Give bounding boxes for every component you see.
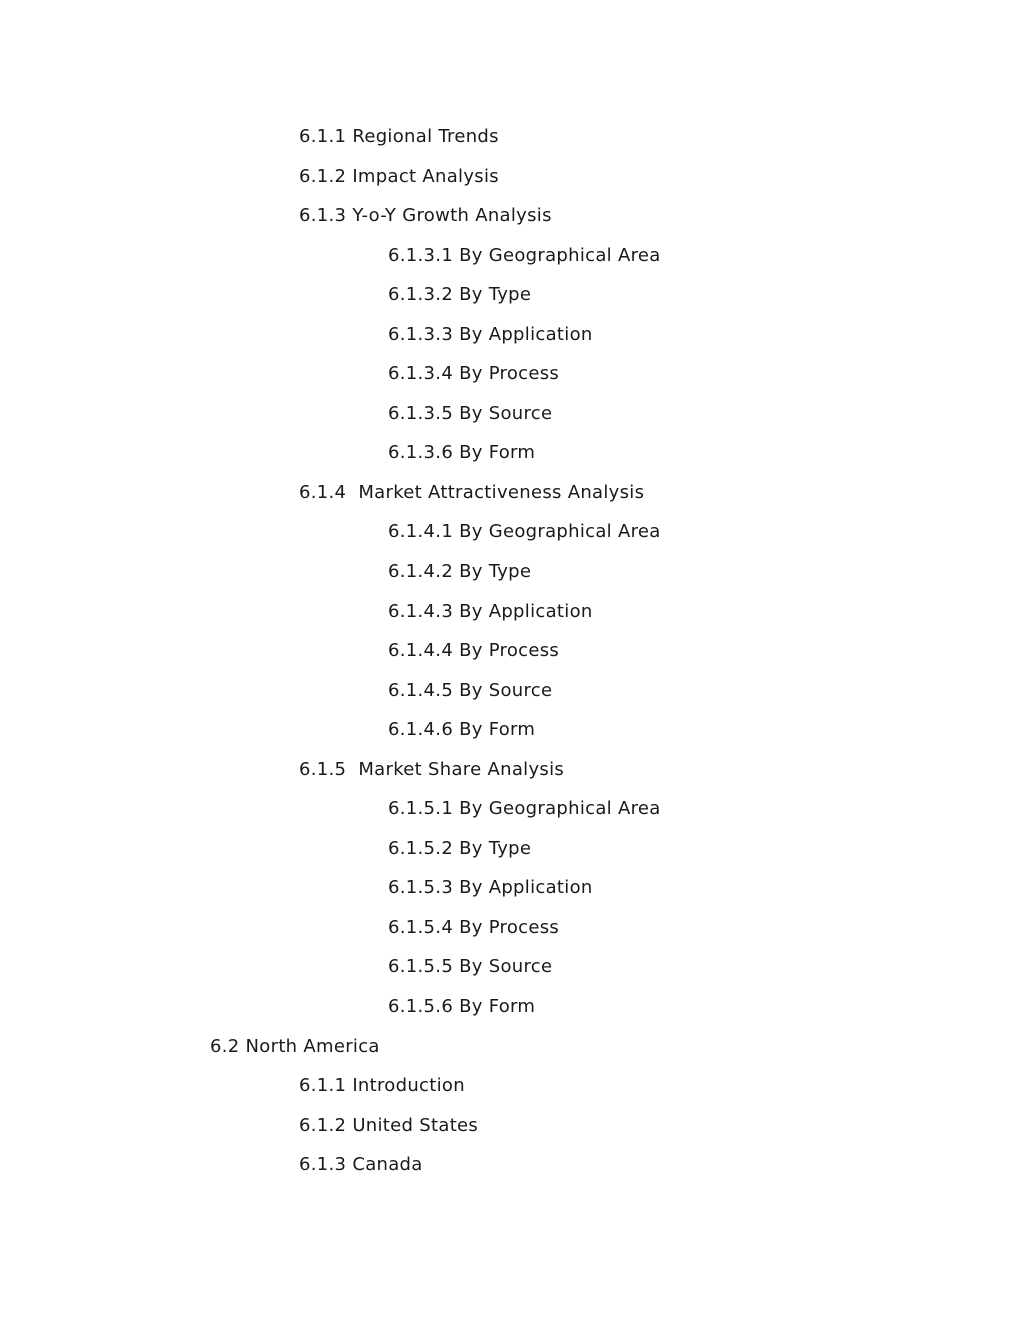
toc-subsection-entry: 6.1.3 Canada (299, 1154, 423, 1176)
toc-subsection-entry: 6.1.2 United States (299, 1114, 479, 1136)
toc-subsubsection-entry: 6.1.5.2 By Type (388, 837, 532, 859)
toc-subsubsection-entry: 6.1.3.6 By Form (388, 442, 536, 464)
toc-subsubsection-entry: 6.1.4.6 By Form (388, 719, 536, 741)
toc-subsubsection-entry: 6.1.5.4 By Process (388, 916, 560, 938)
toc-subsubsection-entry: 6.1.4.5 By Source (388, 679, 553, 701)
toc-subsubsection-entry: 6.1.4.1 By Geographical Area (388, 521, 661, 543)
toc-subsubsection-entry: 6.1.3.4 By Process (388, 363, 560, 385)
toc-subsection-entry: 6.1.4 Market Attractiveness Analysis (299, 481, 645, 503)
toc-subsubsection-entry: 6.1.5.3 By Application (388, 877, 593, 899)
toc-subsubsection-entry: 6.1.4.2 By Type (388, 561, 532, 583)
toc-subsubsection-entry: 6.1.4.4 By Process (388, 640, 560, 662)
toc-subsection-entry: 6.1.1 Introduction (299, 1075, 465, 1097)
toc-subsubsection-entry: 6.1.5.6 By Form (388, 996, 536, 1018)
table-of-contents (0, 124, 1024, 1192)
toc-subsubsection-entry: 6.1.4.3 By Application (388, 600, 593, 622)
toc-subsection-entry: 6.1.3 Y-o-Y Growth Analysis (299, 205, 552, 227)
toc-subsubsection-entry: 6.1.3.2 By Type (388, 284, 532, 306)
toc-subsubsection-entry: 6.1.3.5 By Source (388, 402, 553, 424)
toc-subsection-entry: 6.1.1 Regional Trends (299, 126, 499, 147)
toc-subsubsection-entry: 6.1.3.3 By Application (388, 323, 593, 345)
toc-subsection-entry: 6.1.2 Impact Analysis (299, 165, 499, 187)
toc-subsubsection-entry: 6.1.3.1 By Geographical Area (388, 244, 661, 266)
toc-subsubsection-entry: 6.1.5.5 By Source (388, 956, 553, 978)
toc-subsection-entry: 6.1.5 Market Share Analysis (299, 758, 565, 780)
toc-subsubsection-entry: 6.1.5.1 By Geographical Area (388, 798, 661, 820)
toc-section-heading: 6.2 North America (210, 1035, 380, 1057)
